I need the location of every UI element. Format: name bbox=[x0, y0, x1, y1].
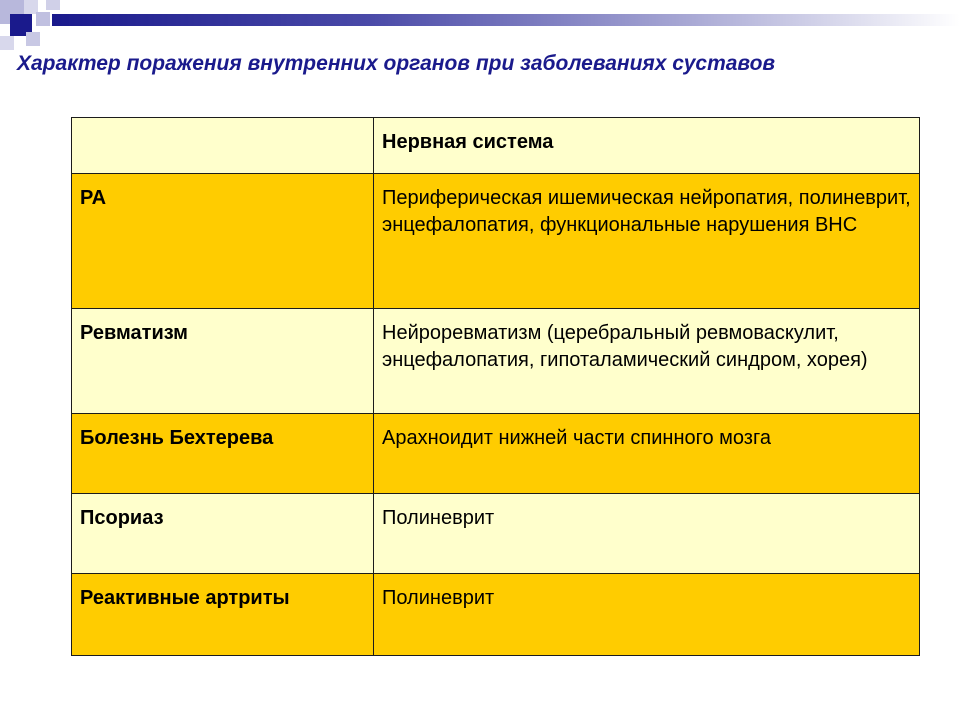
data-table-container bbox=[71, 117, 920, 656]
header-cell-nervous-system: Нервная система bbox=[374, 118, 920, 174]
finding-cell: Нейроревматизм (церебральный ревмоваскулит, энцефалопатия, гипоталамический синдром, хорея) bbox=[374, 309, 920, 414]
decor-square bbox=[36, 12, 50, 26]
finding-cell: Полиневрит bbox=[374, 574, 920, 656]
disease-cell: Реактивные артриты bbox=[72, 574, 374, 656]
disease-cell: Болезнь Бехтерева bbox=[72, 414, 374, 494]
decor-square bbox=[0, 36, 14, 50]
finding-cell: Полиневрит bbox=[374, 494, 920, 574]
finding-cell: Периферическая ишемическая нейропатия, полиневрит, энцефалопатия, функциональные нарушения ВНС bbox=[374, 174, 920, 309]
table-row bbox=[72, 494, 920, 574]
slide-title: Характер поражения внутренних органов при заболеваниях суставов bbox=[17, 52, 776, 75]
table-row bbox=[72, 414, 920, 494]
disease-cell: РА bbox=[72, 174, 374, 309]
table-row bbox=[72, 174, 920, 309]
disease-cell: Псориаз bbox=[72, 494, 374, 574]
table-header-row bbox=[72, 118, 920, 174]
header-cell-empty bbox=[72, 118, 374, 174]
decor-square bbox=[46, 0, 60, 10]
title-accent-bar bbox=[52, 14, 960, 26]
disease-cell: Ревматизм bbox=[72, 309, 374, 414]
decor-square bbox=[26, 32, 40, 46]
table-row bbox=[72, 574, 920, 656]
table-row bbox=[72, 309, 920, 414]
finding-cell: Арахноидит нижней части спинного мозга bbox=[374, 414, 920, 494]
nervous-system-table bbox=[71, 117, 920, 656]
